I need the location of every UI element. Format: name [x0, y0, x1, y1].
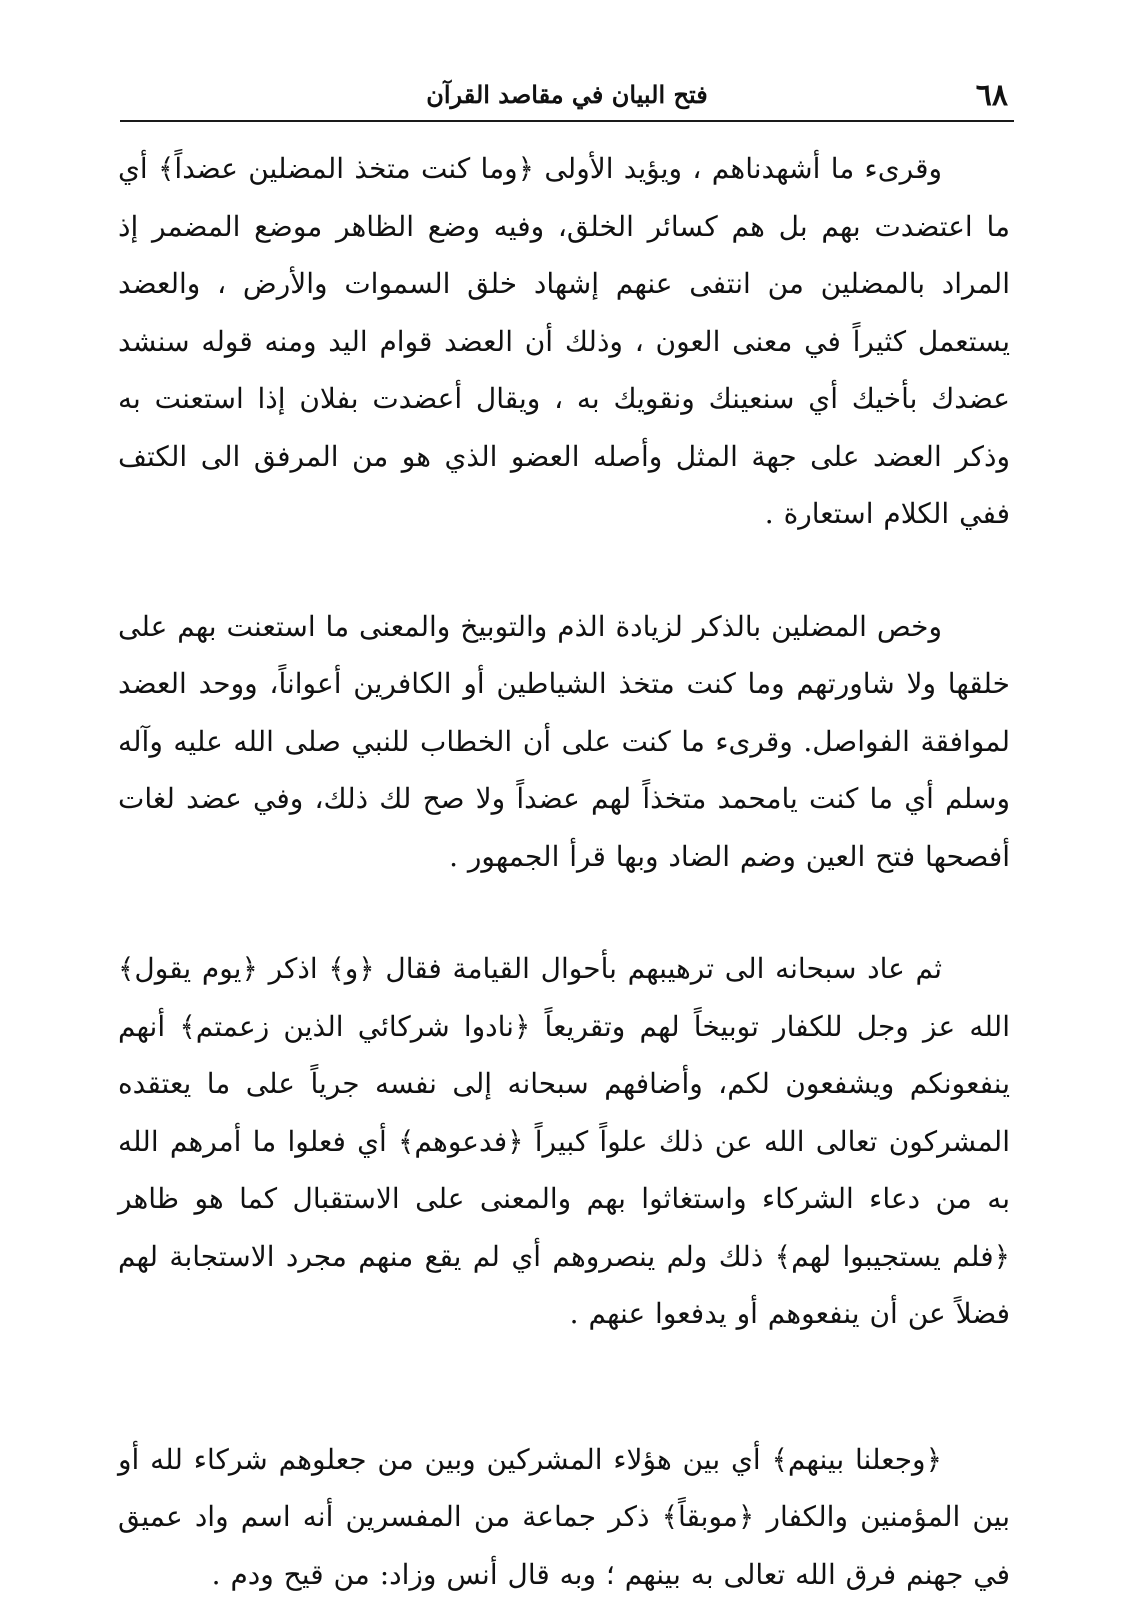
paragraph-4: ﴿وجعلنا بينهم﴾ أي بين هؤلاء المشركين وبين من جعلوهم شركاء لله أو بين المؤمنين والكفار ﴿موبقاً﴾ ذكر جماعة من المفسرين أنه اسم واد عميق في جهنم فرق الله تعالى به بينهم ؛ وبه قال أنس وزاد: من قيح ودم .	[118, 1431, 1010, 1603]
running-header	[120, 70, 1014, 122]
paragraph-2: وخص المضلين بالذكر لزيادة الذم والتوبيخ والمعنى ما استعنت بهم على خلقها ولا شاورتهم وما كنت متخذ الشياطين أو الكافرين أعواناً، ووحد العضد لموافقة الفواصل. وقرىء ما كنت على أن الخطاب للنبي صلى الله عليه وآله وسلم أي ما كنت يامحمد متخذاً لهم عضداً ولا صح لك ذلك، وفي عضد لغات أفصحها فتح العين وضم الضاد وبها قرأ الجمهور .	[118, 598, 1010, 886]
body-text	[118, 140, 1010, 1603]
page-number: ٦٨	[976, 76, 1008, 116]
paragraph-1: وقرىء ما أشهدناهم ، ويؤيد الأولى ﴿وما كنت متخذ المضلين عضداً﴾ أي ما اعتضدت بهم بل هم كسائر الخلق، وفيه وضع الظاهر موضع المضمر إذ المراد بالمضلين من انتفى عنهم إشهاد خلق السموات والأرض ، والعضد يستعمل كثيراً في معنى العون ، وذلك أن العضد قوام اليد ومنه قوله سنشد عضدك بأخيك أي سنعينك ونقويك به ، ويقال أعضدت بفلان إذا استعنت به وذكر العضد على جهة المثل وأصله العضو الذي هو من المرفق الى الكتف ففي الكلام استعارة .	[118, 140, 1010, 543]
header-title: فتح البيان في مقاصد القرآن	[120, 78, 1014, 112]
paragraph-3: ثم عاد سبحانه الى ترهيبهم بأحوال القيامة فقال ﴿و﴾ اذكر ﴿يوم يقول﴾ الله عز وجل للكفار توبيخاً لهم وتقريعاً ﴿نادوا شركائي الذين زعمتم﴾ أنهم ينفعونكم ويشفعون لكم، وأضافهم سبحانه إلى نفسه جرياً على ما يعتقده المشركون تعالى الله عن ذلك علواً كبيراً ﴿فدعوهم﴾ أي فعلوا ما أمرهم الله به من دعاء الشركاء واستغاثوا بهم والمعنى على الاستقبال كما هو ظاهر ﴿فلم يستجيبوا لهم﴾ ذلك ولم ينصروهم أي لم يقع منهم مجرد الاستجابة لهم فضلاً عن أن ينفعوهم أو يدفعوا عنهم .	[118, 940, 1010, 1343]
